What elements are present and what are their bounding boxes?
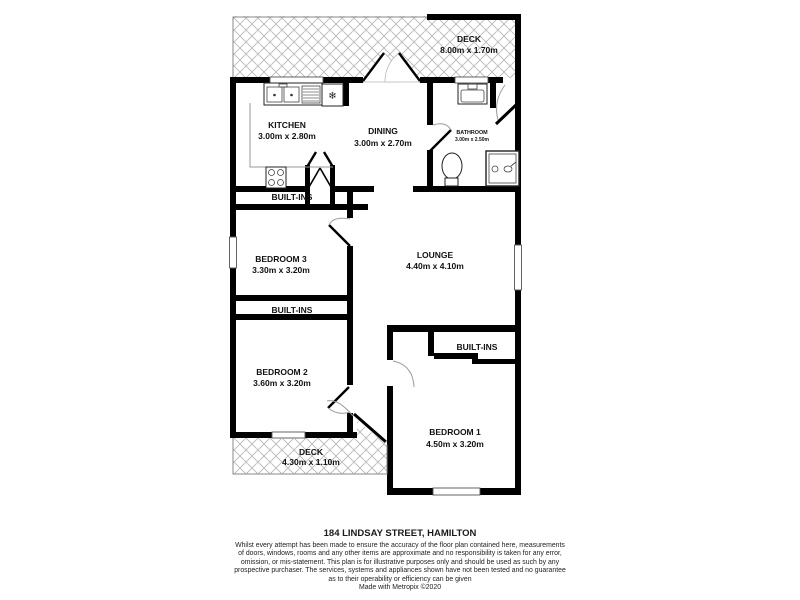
room-label-kitchen: KITCHEN: [268, 120, 306, 130]
room-dims-dining: 3.00m x 2.70m: [354, 138, 412, 148]
room-label-dining: DINING: [368, 126, 398, 136]
room-dims-bedroom2: 3.60m x 3.20m: [253, 378, 311, 388]
room-label-bathroom: BATHROOM: [456, 130, 488, 136]
lounge-window: [515, 245, 522, 290]
room-label-bedroom2: BEDROOM 2: [256, 367, 308, 377]
toilet-icon: [442, 153, 462, 186]
room-label-deck-bottom: DECK: [298, 447, 324, 457]
footer: [0, 528, 800, 592]
label-builtins-2: BUILT-INS: [271, 305, 313, 315]
kitchen-window: [270, 77, 323, 83]
label-builtins-3: BUILT-INS: [456, 342, 498, 352]
kitchen-door-leaf-left: [309, 168, 320, 187]
room-label-lounge: LOUNGE: [416, 250, 454, 260]
room-dims-bathroom: 3.00m x 2.50m: [455, 137, 489, 143]
svg-text:❄: ❄: [328, 91, 337, 102]
bathroom-window: [455, 77, 488, 83]
bedroom3-door-leaf: [329, 225, 350, 246]
bathroom-sink-icon: [458, 84, 487, 104]
room-label-deck-top: DECK: [456, 34, 482, 44]
disclaimer-line: prospective purchaser. The services, systems and appliances shown have not been tested and no guarantee: [234, 567, 566, 575]
doors: [305, 53, 517, 442]
room-label-bedroom1: BEDROOM 1: [429, 427, 481, 437]
kitchen-door-leaf-right: [320, 168, 331, 187]
disclaimer-line: of doors, windows, rooms and any other items are approximate and no responsibility is taken for any error,: [238, 550, 562, 558]
room-dims-kitchen: 3.00m x 2.80m: [258, 131, 316, 141]
fridge-icon: [322, 84, 343, 106]
bedroom2-door-leaf: [328, 387, 349, 408]
room-dims-deck-top: 8.00m x 1.70m: [440, 45, 498, 55]
room-dims-bedroom1: 4.50m x 3.20m: [426, 439, 484, 449]
entry-door-leaf: [496, 104, 517, 124]
bedroom1-door-arc: [393, 361, 414, 387]
shower-icon: [486, 151, 519, 186]
room-dims-deck-bottom: 4.30m x 1.10m: [282, 457, 340, 467]
bathroom-door-leaf: [430, 130, 451, 151]
disclaimer-line: omission, or mis-statement. This plan is for illustrative purposes only and should be used as such by any: [240, 558, 560, 566]
metropix-credit: Made with Metropix ©2020: [358, 584, 442, 592]
disclaimer-line: as to their operability or efficiency can be given: [328, 575, 472, 583]
room-dims-bedroom3: 3.30m x 3.20m: [252, 265, 310, 275]
property-address: 184 LINDSAY STREET, HAMILTON: [323, 528, 477, 539]
stove-icon: [266, 167, 286, 188]
bedroom2-window: [272, 432, 305, 438]
bedroom3-window: [230, 237, 237, 268]
room-dims-lounge: 4.40m x 4.10m: [406, 261, 464, 271]
label-builtins-1: BUILT-INS: [271, 192, 313, 202]
disclaimer-line: Whilst every attempt has been made to ensure the accuracy of the floor plan contained here, measurements: [235, 542, 565, 549]
bedroom1-window: [433, 488, 480, 495]
room-label-bedroom3: BEDROOM 3: [255, 254, 307, 264]
